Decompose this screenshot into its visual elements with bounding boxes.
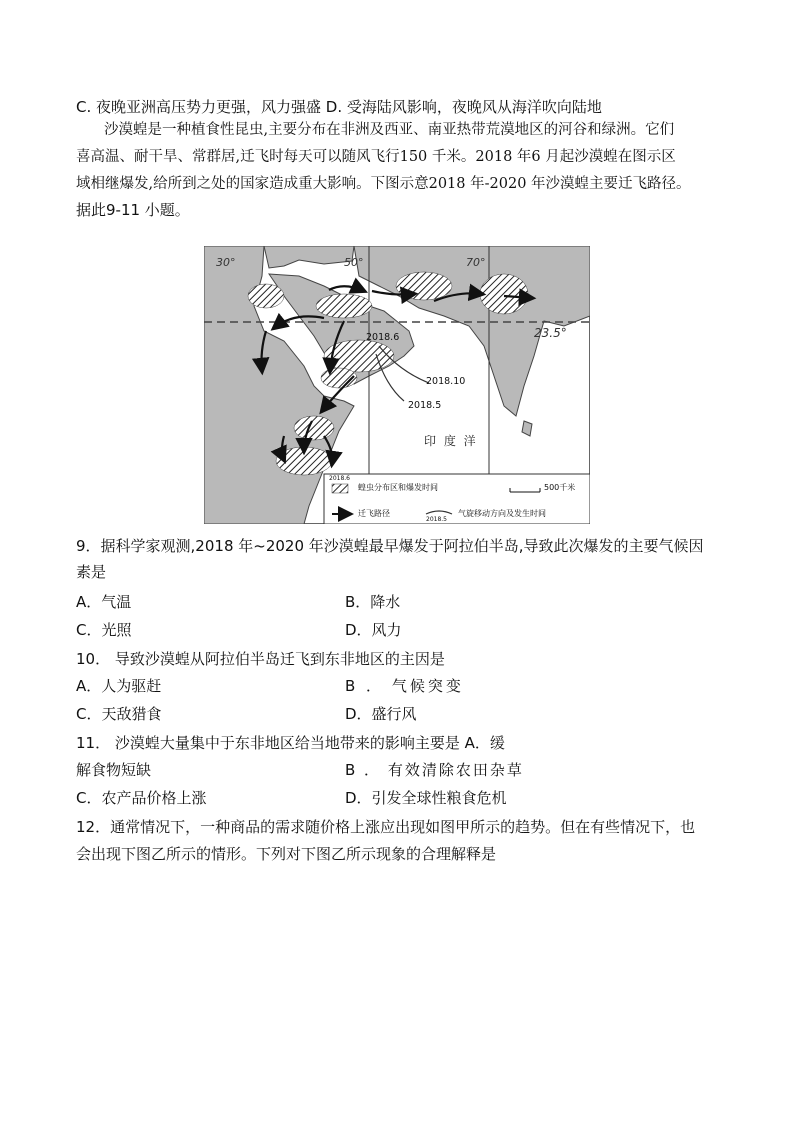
q10-option-a[interactable]: A．人为驱赶 (76, 677, 162, 695)
q10-option-d[interactable]: D．盛行风 (345, 705, 417, 723)
legend-arrow-label: 迁飞路径 (358, 509, 390, 518)
annotation-2018-10: 2018.10 (426, 376, 466, 387)
q10-option-c[interactable]: C．天敌猎食 (76, 705, 162, 723)
q11-option-c[interactable]: C．农产品价格上涨 (76, 789, 207, 807)
q12-stem-line-1: 12．通常情况下，一种商品的需求随价格上涨应出现如图甲所示的趋势。但在有些情况下，也 (76, 818, 696, 836)
indian-ocean-label: 印 度 洋 (424, 434, 478, 448)
outbreak-zone (396, 272, 452, 300)
q9-option-a[interactable]: A．气温 (76, 593, 132, 611)
legend-scale-label: 500千米 (544, 483, 576, 492)
option-line-c-d: C. 夜晚亚洲高压势力更强，风力强盛 D. 受海陆风影响，夜晚风从海洋吹向陆地 (76, 98, 602, 116)
longitude-label-30: 30° (216, 256, 236, 269)
outbreak-zone (276, 447, 332, 475)
outbreak-zone (480, 274, 528, 314)
q10-option-b[interactable]: B ． 气候突变 (345, 677, 464, 695)
legend-hatch-swatch (332, 484, 348, 493)
legend-hatch-label: 蝗虫分布区和爆发时间 (358, 483, 438, 492)
q10-stem: 10． 导致沙漠蝗从阿拉伯半岛迁飞到东非地区的主因是 (76, 650, 445, 668)
intro-paragraph-line-3: 域相继爆发,给所到之处的国家造成重大影响。下图示意2018 年-2020 年沙漠蝗主要迁飞路径。 (76, 176, 691, 192)
outbreak-zone (294, 416, 334, 440)
q9-stem-line-1: 9．据科学家观测,2018 年~2020 年沙漠蝗最早爆发于阿拉伯半岛,导致此次爆发的主要气候因 (76, 537, 704, 555)
longitude-label-50: 50° (344, 256, 364, 269)
outbreak-zone (316, 294, 372, 318)
annotation-2018-6: 2018.6 (366, 332, 400, 343)
q9-option-d[interactable]: D．风力 (345, 621, 402, 639)
annotation-2018-5: 2018.5 (408, 400, 442, 411)
q11-option-d[interactable]: D．引发全球性粮食危机 (345, 789, 507, 807)
longitude-label-70: 70° (466, 256, 486, 269)
intro-paragraph-line-4: 据此9-11 小题。 (76, 201, 190, 219)
intro-paragraph-line-2: 喜高温、耐干旱、常群居,迁飞时每天可以随风飞行150 千米。2018 年6 月起沙漠蝗在图示区 (76, 149, 676, 165)
locust-migration-map (204, 246, 590, 524)
intro-paragraph-line-1: 沙漠蝗是一种植食性昆虫,主要分布在非洲及西亚、南亚热带荒漠地区的河谷和绿洲。它们 (104, 122, 675, 138)
legend-cyclone-year: 2018.5 (426, 516, 447, 523)
q9-option-b[interactable]: B．降水 (345, 593, 401, 611)
q11-option-a-continued[interactable]: 解食物短缺 (76, 761, 152, 779)
q9-option-c[interactable]: C．光照 (76, 621, 132, 639)
outbreak-zone (248, 284, 284, 308)
latitude-label: 23.5° (534, 326, 567, 340)
legend-cyclone-label: 气旋移动方向及发生时间 (458, 509, 546, 518)
q9-stem-line-2: 素是 (76, 563, 107, 581)
q11-option-b[interactable]: B ． 有效清除农田杂草 (345, 761, 524, 779)
q11-stem: 11． 沙漠蝗大量集中于东非地区给当地带来的影响主要是 A．缓 (76, 734, 505, 752)
legend-hatch-year: 2018.6 (329, 475, 350, 482)
q12-stem-line-2: 会出现下图乙所示的情形。下列对下图乙所示现象的合理解释是 (76, 845, 497, 863)
